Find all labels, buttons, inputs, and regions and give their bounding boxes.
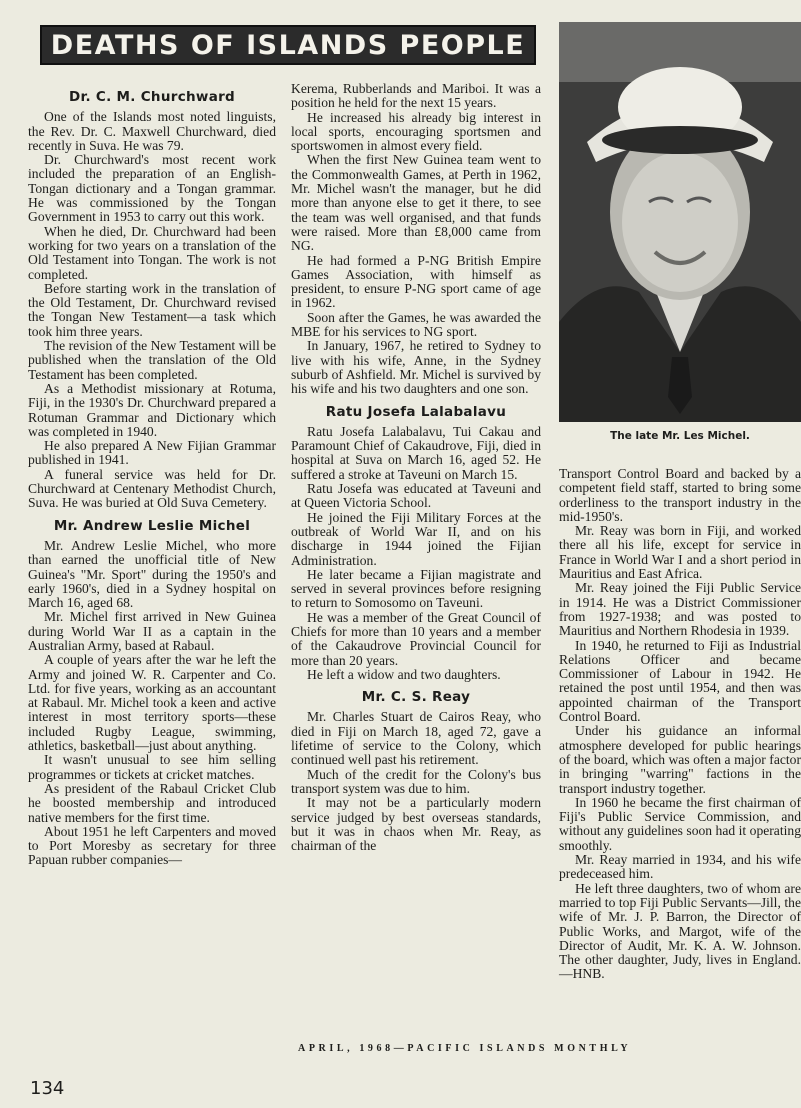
article-column-1 [28,82,276,868]
paragraph: Kerema, Rubberlands and Mariboi. It was a position he held for the next 15 years. [291,81,541,111]
obituary-heading-lalabalavu: Ratu Josefa Lalabalavu [325,403,507,420]
paragraph: He had formed a P-NG British Empire Games Association, with himself as president, to ensure P-NG sport came of age in 1962. [291,252,541,311]
paragraph: As president of the Rabaul Cricket Club he boosted membership and introduced native members for the first time. [28,780,276,825]
paragraph: In 1940, he returned to Fiji as Industrial Relations Officer and became Commissioner of Labour in 1942. He retained the post until 1954, and then was appointed chairman of the Transport Control Board. [559,637,801,725]
paragraph: About 1951 he left Carpenters and moved to Port Moresby as secretary for three Papuan rubber companies— [28,823,276,868]
paragraph: It wasn't unusual to see him selling programmes or tickets at cricket matches. [28,752,276,782]
paragraph: It may not be a particularly modern service judged by best overseas standards, but it was in chaos when Mr. Reay, as chairman of the [291,795,541,854]
page-footer: APRIL, 1968—PACIFIC ISLANDS MONTHLY [298,1043,632,1054]
paragraph: Ratu Josefa Lalabalavu, Tui Cakau and Paramount Chief of Cakaudrove, Fiji, died in hospital at Suva on March 16, aged 52. He suffered a stroke at Taveuni on March 15. [291,423,541,482]
paragraph: He left a widow and two daughters. [307,666,501,682]
paragraph: Mr. Charles Stuart de Cairos Reay, who died in Fiji on March 18, aged 72, gave a lifetime of service to the Colony, which continued well past his retirement. [291,709,541,768]
portrait-photo [559,22,801,422]
paragraph: One of the Islands most noted linguists, the Rev. Dr. C. Maxwell Churchward, died recently in Suva. He was 79. [28,109,276,153]
paragraph: When the first New Guinea team went to the Commonwealth Games, at Perth in 1962, Mr. Michel wasn't the manager, but he did more than anyone else to get it there, to see the team was well organised, and that funds were raised. More than £8,000 came from NG. [291,152,541,254]
paragraph: He later became a Fijian magistrate and served in several provinces before resigning to return to Somosomo on Taveuni. [291,566,541,611]
paragraph: Dr. Churchward's most recent work included the preparation of an English-Tongan dictionary and a Tongan grammar. He was commissioned by the Tongan Government in 1953 to carry out this work. [28,152,276,225]
paragraph: Ratu Josefa was educated at Taveuni and at Queen Victoria School. [291,481,541,511]
portrait-illustration [559,22,801,422]
paragraph: Mr. Michel first arrived in New Guinea during World War II as a captain in the Australian Army, based at Rabaul. [28,609,276,653]
photo-caption: The late Mr. Les Michel. [610,430,750,442]
obituary-heading-churchward: Dr. C. M. Churchward [68,89,236,105]
paragraph: When he died, Dr. Churchward had been working for two years on a translation of the Old Testament into Tongan. The work is not completed. [28,223,276,282]
paragraph: A couple of years after the war he left the Army and joined W. R. Carpenter and Co. Ltd. for five years, working as an accountant at Rabaul. Mr. Michel took a keen and active interest in most territory sports—these included Rugby League, swimming, athletics, basketball—just about anything. [28,652,276,754]
paragraph: Soon after the Games, he was awarded the MBE for his services to NG sport. [291,309,541,340]
obituary-heading-michel: Mr. Andrew Leslie Michel [53,517,251,534]
paragraph: Mr. Reay joined the Fiji Public Service in 1914. He was a District Commissioner from 1927-1938; and was posted to Mauritius and Northern Rhodesia in 1939. [559,580,801,639]
paragraph: He also prepared A New Fijian Grammar published in 1941. [28,438,276,468]
paragraph: The revision of the New Testament will be published when the translation of the Old Testament has been completed. [28,338,276,382]
paragraph: Much of the credit for the Colony's bus transport system was due to him. [291,766,541,796]
article-column-3 [559,467,801,982]
page-banner: DEATHS OF ISLANDS PEOPLE [40,25,536,65]
paragraph: Mr. Reay was born in Fiji, and worked there all his life, except for service in France in World War I and a short period in Mauritius and East Africa. [559,523,801,582]
paragraph: He increased his already big interest in local sports, encouraging sportsmen and sportswomen in almost every field. [291,109,541,154]
paragraph: Mr. Andrew Leslie Michel, who more than earned the unofficial title of New Guinea's "Mr. Sport" during the 1950's and early 1960's, died in a Sydney hospital on March 16, aged 68. [28,537,276,611]
paragraph: He was a member of the Great Council of Chiefs for more than 10 years and a member of the Cakaudrove Provincial Council for more than 20 years. [291,609,541,668]
paragraph: Transport Control Board and backed by a competent field staff, started to bring some orderliness to the transport industry in the mid-1950's. [559,466,801,524]
paragraph: A funeral service was held for Dr. Churchward at Centenary Methodist Church, Suva. He was buried at Old Suva Cemetery. [28,466,276,511]
paragraph: As a Methodist missionary at Rotuma, Fiji, in the 1930's Dr. Churchward prepared a Rotuman Grammar and Dictionary which was completed in 1940. [28,380,276,439]
page-number: 134 [30,1078,65,1099]
paragraph: Mr. Reay married in 1934, and his wife predeceased him. [559,852,801,882]
obituary-heading-reay: Mr. C. S. Reay [361,689,471,706]
paragraph: He joined the Fiji Military Forces at the outbreak of World War II, and on his discharge in 1944 joined the Fijian Administration. [291,509,541,568]
paragraph: In January, 1967, he retired to Sydney to live with his wife, Anne, in the Sydney suburb of Ashfield. Mr. Michel is survived by his wife and his two daughters and one son. [291,338,541,397]
paragraph: He left three daughters, two of whom are married to top Fiji Public Servants—Jill, the wife of Mr. J. P. Barron, the Director of Public Works, and Margot, wife of the Director of Audit, Mr. K. A. W. Johnson. The other daughter, Judy, lives in England.—HNB. [559,880,801,982]
paragraph: Before starting work in the translation of the Old Testament, Dr. Churchward revised the Tongan New Testament—a task which took him three years. [28,280,276,339]
paragraph: In 1960 he became the first chairman of Fiji's Public Service Commission, and without any guidelines soon had it operating smoothly. [559,794,801,853]
article-column-2 [291,82,541,853]
paragraph: Under his guidance an informal atmosphere developed for public hearings of the board, which was often a major factor in bringing "warring" factions in the transport industry together. [559,723,801,796]
